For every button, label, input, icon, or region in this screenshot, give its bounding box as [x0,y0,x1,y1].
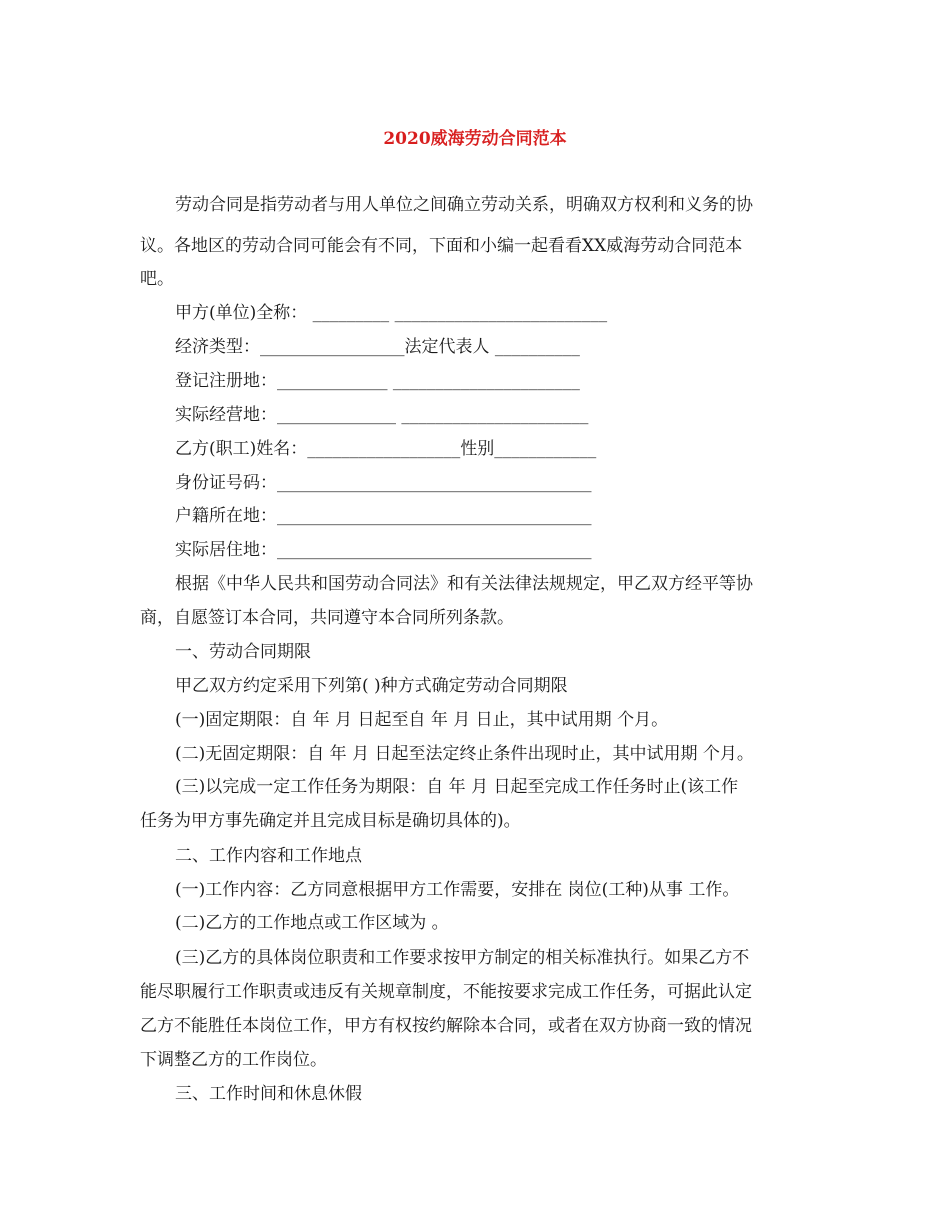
paragraph-line: (三)以完成一定工作任务为期限：自 年 月 日起至完成工作任务时止(该工作 [175,777,739,797]
paragraph-line: (一)固定期限：自 年 月 日起至自 年 月 日止，其中试用期 个月。 [175,710,669,730]
section-heading: 二、工作内容和工作地点 [175,846,362,866]
paragraph-line: 乙方不能胜任本岗位工作，甲方有权按约解除本合同，或者在双方协商一致的情况 [140,1016,752,1036]
intro-line-1: 劳动合同是指劳动者与用人单位之间确立劳动关系，明确双方权利和义务的协 [175,195,753,215]
basis-line-2: 商，自愿签订本合同，共同遵守本合同所列条款。 [140,608,514,628]
section-heading: 三、工作时间和休息休假 [175,1084,362,1104]
field-party-a-name: 甲方(单位)全称： _________ _________________________ [175,303,608,323]
paragraph-line: 能尽职履行工作职责或违反有关规章制度，不能按要求完成工作任务，可据此认定 [140,982,752,1002]
field-economic-type: 经济类型：_________________法定代表人 __________ [175,337,580,357]
document-title: 2020威海劳动合同范本 [383,129,567,149]
paragraph-line: (二)乙方的工作地点或工作区域为 。 [175,913,449,933]
paragraph-line: 甲乙双方约定采用下列第( )种方式确定劳动合同期限 [175,676,568,696]
paragraph-line: (二)无固定期限：自 年 月 日起至法定终止条件出现时止，其中试用期 个月。 [175,744,754,764]
basis-line-1: 根据《中华人民共和国劳动合同法》和有关法律法规规定，甲乙双方经平等协 [175,574,753,594]
paragraph-line: (三)乙方的具体岗位职责和工作要求按甲方制定的相关标准执行。如果乙方不 [175,948,750,968]
section-heading: 一、劳动合同期限 [175,642,311,662]
field-residence: 实际居住地：_____________________________________ [175,540,592,560]
intro-line-2: 议。各地区的劳动合同可能会有不同，下面和小编一起看看XX威海劳动合同范本 [140,236,743,256]
field-registered-address: 登记注册地：_____________ ______________________ [175,371,580,391]
field-party-b-name: 乙方(职工)姓名：__________________性别____________ [175,439,597,459]
field-business-address: 实际经营地：______________ ______________________ [175,405,589,425]
field-household-registration: 户籍所在地：_____________________________________ [175,506,592,526]
paragraph-line: 任务为甲方事先确定并且完成目标是确切具体的)。 [140,811,521,831]
intro-line-3: 吧。 [140,269,174,289]
paragraph-line: 下调整乙方的工作岗位。 [140,1050,327,1070]
field-id-number: 身份证号码：_____________________________________ [175,473,592,493]
paragraph-line: (一)工作内容：乙方同意根据甲方工作需要，安排在 岗位(工种)从事 工作。 [175,880,740,900]
